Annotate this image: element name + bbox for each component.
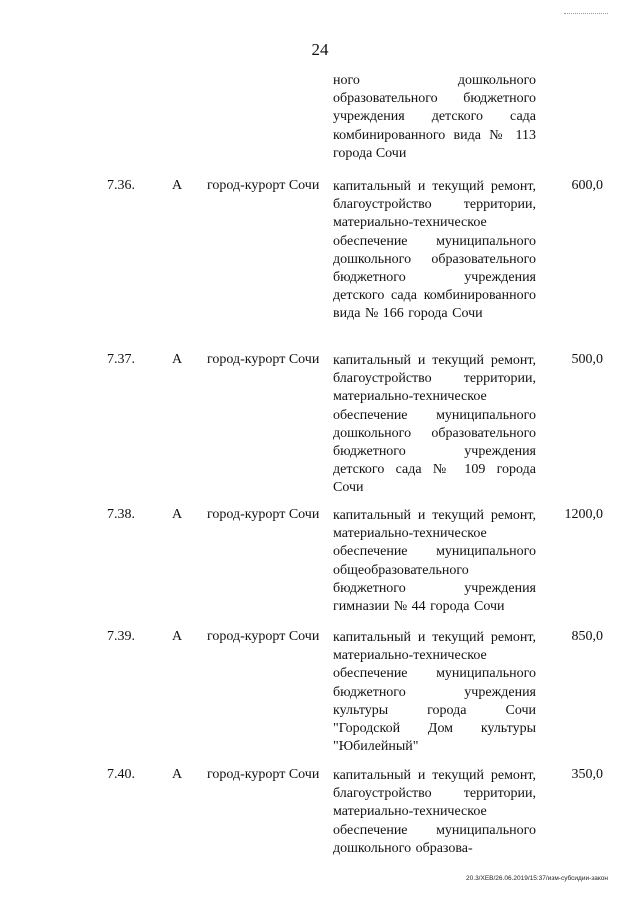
row-number: 7.40.	[107, 767, 135, 782]
row-number: 7.37.	[107, 352, 135, 367]
row-category: А	[172, 629, 183, 644]
footer-document-code: 20.3/ХЕВ/26.06.2019/15:37/изм-субсидии-закон	[466, 875, 608, 882]
row-municipality: город-курорт Сочи	[207, 178, 320, 193]
row-category: А	[172, 507, 183, 522]
row-amount: 350,0	[571, 767, 603, 782]
row-category: А	[172, 767, 183, 782]
row-municipality: город-курорт Сочи	[207, 629, 320, 644]
row-number: 7.36.	[107, 178, 135, 193]
row-description: капитальный и текущий ремонт, материально-техническое обеспечение муниципального бюджетного учреждения культуры города Сочи "Городской Дом культуры "Юбилейный"	[333, 630, 536, 755]
continued-description: ного дошкольного образовательного бюджетного учреждения детского сада комбинированного вида № 113 города Сочи	[333, 73, 536, 161]
row-number: 7.39.	[107, 629, 135, 644]
row-amount: 850,0	[571, 629, 603, 644]
row-description: капитальный и текущий ремонт, материально-техническое обеспечение муниципального общеобразовательного бюджетного учреждения гимназии № 44 города Сочи	[333, 508, 536, 615]
row-amount: 1200,0	[564, 507, 603, 522]
row-category: А	[172, 352, 183, 367]
corner-mark	[564, 13, 608, 15]
row-municipality: город-курорт Сочи	[207, 767, 320, 782]
row-amount: 500,0	[571, 352, 603, 367]
row-category: А	[172, 178, 183, 193]
row-number: 7.38.	[107, 507, 135, 522]
row-municipality: город-курорт Сочи	[207, 507, 320, 522]
row-description: капитальный и текущий ремонт, благоустройство территории, материально-техническое обеспечение муниципального дошкольного образовательного бюджетного учреждения детского сада № 109 города Сочи	[333, 353, 536, 496]
row-description: капитальный и текущий ремонт, благоустройство территории, материально-техническое обеспечение муниципального дошкольного образовательного бюджетного учреждения детского сада комбинированного вида № 166 города Сочи	[333, 179, 536, 322]
page-number: 24	[311, 40, 329, 59]
row-municipality: город-курорт Сочи	[207, 352, 320, 367]
row-description: капитальный и текущий ремонт, благоустройство территории, материально-техническое обеспечение муниципального дошкольного образова-	[333, 768, 536, 856]
row-amount: 600,0	[571, 178, 603, 193]
